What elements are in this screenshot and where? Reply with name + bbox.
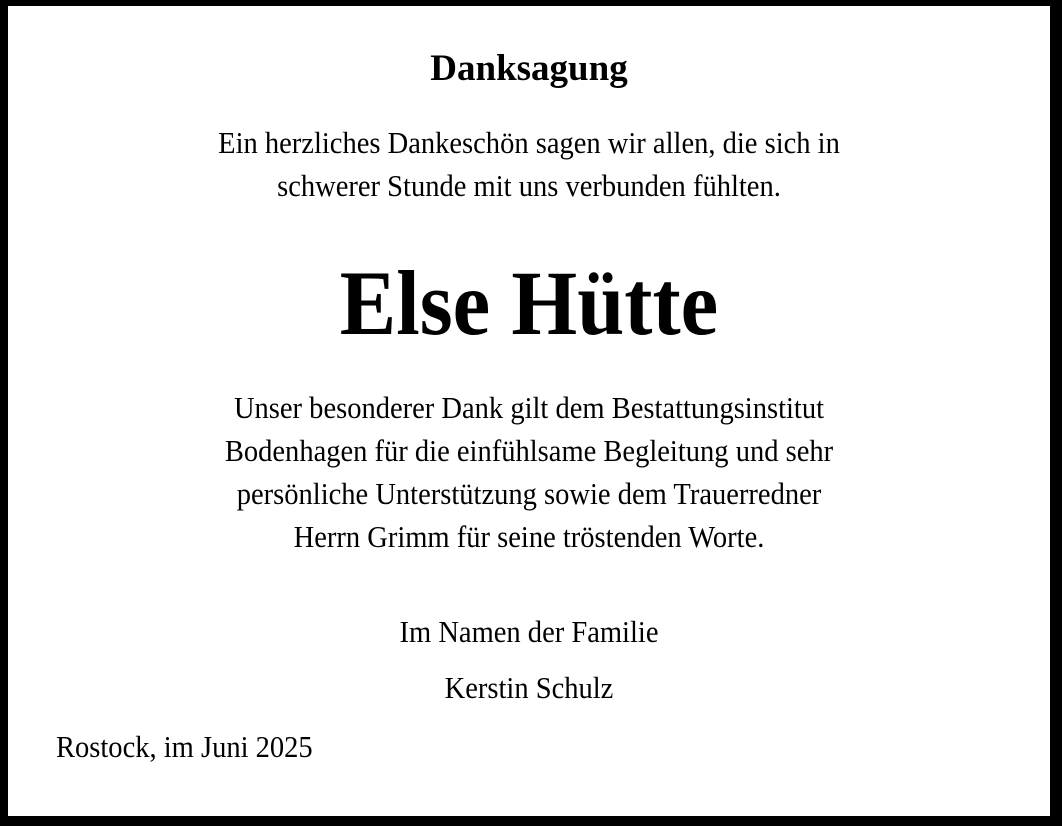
deceased-name-text: Else Hütte bbox=[339, 251, 719, 354]
signer-name bbox=[8, 666, 1050, 709]
obituary-notice-page bbox=[8, 6, 1050, 816]
closing-text: Im Namen der Familie bbox=[399, 613, 659, 649]
thanks-line: Unser besonderer Dank gilt dem Bestattungsinstitut bbox=[233, 389, 825, 425]
thanks-line: Herrn Grimm für seine tröstenden Worte. bbox=[293, 518, 765, 554]
thanks-line: persönliche Unterstützung sowie dem Trauerredner bbox=[236, 475, 822, 511]
place-date bbox=[8, 725, 1050, 768]
notice-type-title-text: Danksagung bbox=[430, 48, 628, 89]
closing-line bbox=[8, 610, 1050, 653]
thanks-line: Bodenhagen für die einfühlsame Begleitung und sehr bbox=[224, 432, 834, 468]
intro-line: schwerer Stunde mit uns verbunden fühlten. bbox=[277, 167, 781, 203]
place-date-text: Rostock, im Juni 2025 bbox=[56, 728, 313, 764]
intro-paragraph bbox=[8, 121, 1050, 207]
signer-text: Kerstin Schulz bbox=[444, 669, 614, 705]
intro-line: Ein herzliches Dankeschön sagen wir allen, die sich in bbox=[218, 124, 840, 160]
deceased-name bbox=[8, 253, 1050, 354]
thanks-paragraph bbox=[8, 386, 1050, 558]
notice-type-title bbox=[8, 48, 1050, 91]
